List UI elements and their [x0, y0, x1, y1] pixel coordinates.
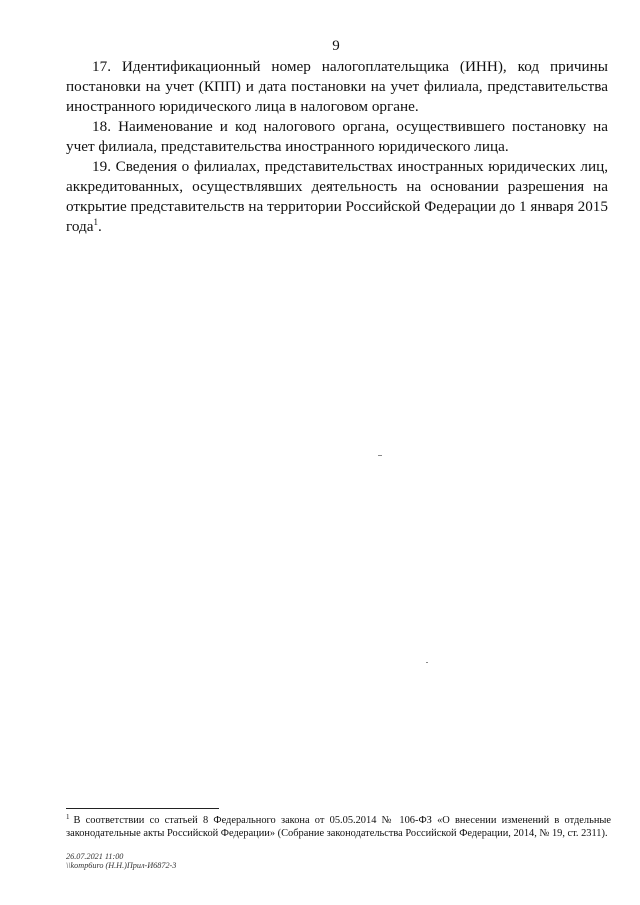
stamp-date: 26.07.2021 11:00: [66, 852, 124, 861]
paragraph-17: 17. Идентификационный номер налогоплательщика (ИНН), код причины постановки на учет (КПП) и дата постановки на учет филиала, представительства иностранного юридического лица в налоговом органе.: [66, 58, 608, 115]
page-number: 9: [332, 38, 340, 54]
footnote-separator: [66, 808, 219, 809]
scan-speck: [378, 455, 382, 456]
stamp-file-path: \\komp6uro (Н.Н.)Прил-И6872-3: [66, 861, 177, 870]
paragraph-19-text: 19. Сведения о филиалах, представительствах иностранных юридических лиц, аккредитованных, осуществлявших деятельность на основании разрешения на открытие представительств на территории Российской Федерации до 1 января 2015 года: [66, 158, 608, 235]
document-body: [66, 57, 608, 237]
footnote: [66, 814, 611, 840]
paragraph-19-tail: .: [97, 218, 102, 235]
scan-speck: [426, 662, 428, 663]
footnote-reference: 1: [93, 217, 98, 227]
footnote-marker: 1: [66, 813, 70, 821]
footnote-text: В соответствии со статьей 8 Федерального закона от 05.05.2014 № 106-ФЗ «О внесении изменений в отдельные законодательные акты Российской Федерации» (Собрание законодательства Российской Федерации, 2014, № 19, ст. 2311).: [66, 815, 611, 839]
paragraph-18: 18. Наименование и код налогового органа, осуществившего постановку на учет филиала, представительства иностранного юридического лица.: [66, 118, 608, 155]
paragraph-19: [66, 157, 608, 237]
